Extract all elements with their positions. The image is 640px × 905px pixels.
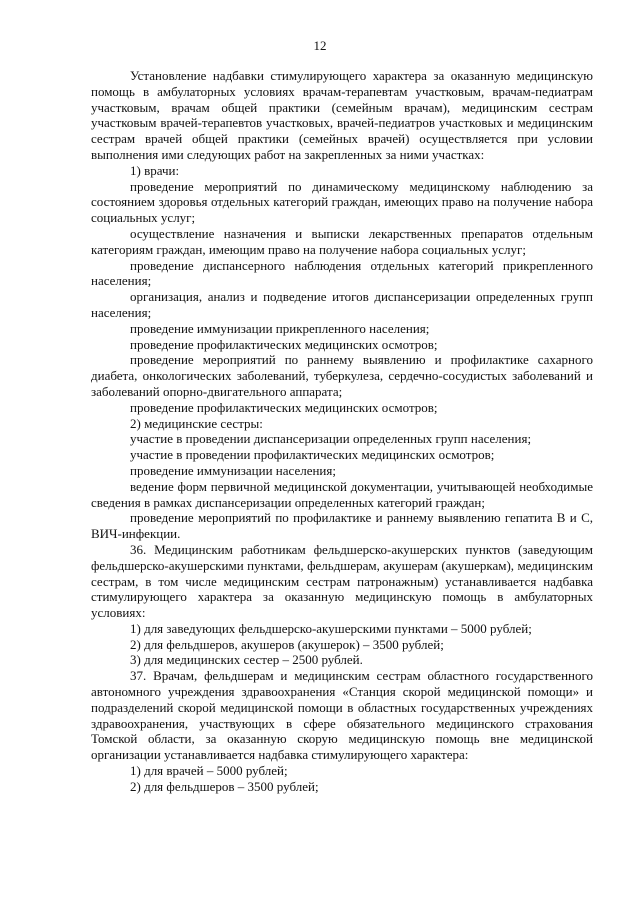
list-item: проведение мероприятий по раннему выявлению и профилактике сахарного диабета, онкологических заболеваний, туберкулеза, сердечно-сосудистых заболеваний и заболеваний опорно-двигательного аппарата; [91,352,593,399]
list-item: проведение мероприятий по динамическому медицинскому наблюдению за состоянием здоровья отдельных категорий граждан, имеющих право на получение набора социальных услуг; [91,178,593,226]
list-item: осуществление назначения и выписки лекарственных препаратов отдельным категориям граждан, имеющим право на получение набора социальных услуг; [91,225,593,257]
list-item: организация, анализ и подведение итогов диспансеризации определенных групп населения; [91,289,593,320]
list-item: проведение диспансерного наблюдения отдельных категорий прикрепленного населения; [91,257,593,289]
document-body [91,68,593,795]
list-item: 2) для фельдшеров – 3500 рублей; [130,778,319,794]
list-item: проведение профилактических медицинских осмотров; [130,336,438,352]
list-item: участие в проведении диспансеризации определенных групп населения; [130,431,532,447]
list-item: 3) для медицинских сестер – 2500 рублей. [130,652,363,668]
list-item: проведение иммунизации прикрепленного населения; [130,320,430,336]
list-item: ведение форм первичной медицинской документации, учитывающей необходимые сведения в рамках диспансеризации определенных категорий граждан; [91,478,593,510]
list-heading-nurses: 2) медицинские сестры: [130,415,263,431]
list-item: участие в проведении профилактических медицинских осмотров; [130,447,495,463]
list-item: 1) для врачей – 5000 рублей; [130,763,288,779]
list-item: проведение профилактических медицинских осмотров; [130,399,438,415]
list-item: проведение мероприятий по профилактике и раннему выявлению гепатита В и С, ВИЧ-инфекции. [91,510,593,542]
list-item: 1) для заведующих фельдшерско-акушерскими пунктами – 5000 рублей; [130,620,532,636]
list-item: 2) для фельдшеров, акушеров (акушерок) – 3500 рублей; [130,636,444,652]
list-item: проведение иммунизации населения; [130,462,336,478]
clause-36-paragraph: 36. Медицинским работникам фельдшерско-акушерских пунктов (заведующим фельдшерско-акушерскими пунктами, фельдшерам, акушерам (акушеркам), медицинским сестрам, в том числе медицинским сестрам патронажным) устанавливается надбавка стимулирующего характера за оказанную медицинскую помощь в амбулаторных условиях: [91,541,593,621]
clause-37-paragraph: 37. Врачам, фельдшерам и медицинским сестрам областного государственного автономного учреждения здравоохранения «Станция скорой медицинской помощи» и подразделений скорой медицинской помощи в областных государственных учреждениях здравоохранения, участвующих в сфере обязательного медицинского страхования Томской области, за оказанную скорую медицинскую помощь вне медицинской организации устанавливается надбавка стимулирующего характера: [91,668,593,763]
intro-paragraph: Установление надбавки стимулирующего характера за оказанную медицинскую помощь в амбулаторных условиях врачам-терапевтам участковым, врачам-педиатрам участковым, врачам общей практики (семейным врачам), медицинским сестрам участковым врачей-терапевтов участковых, врачей-педиатров участковых и медицинским сестрам врачей общей практики (семейных врачей) осуществляется при условии выполнения ими следующих работ на закрепленных за ними участках: [91,68,593,162]
list-heading-doctors: 1) врачи: [130,162,180,178]
page-number: 12 [313,38,327,53]
